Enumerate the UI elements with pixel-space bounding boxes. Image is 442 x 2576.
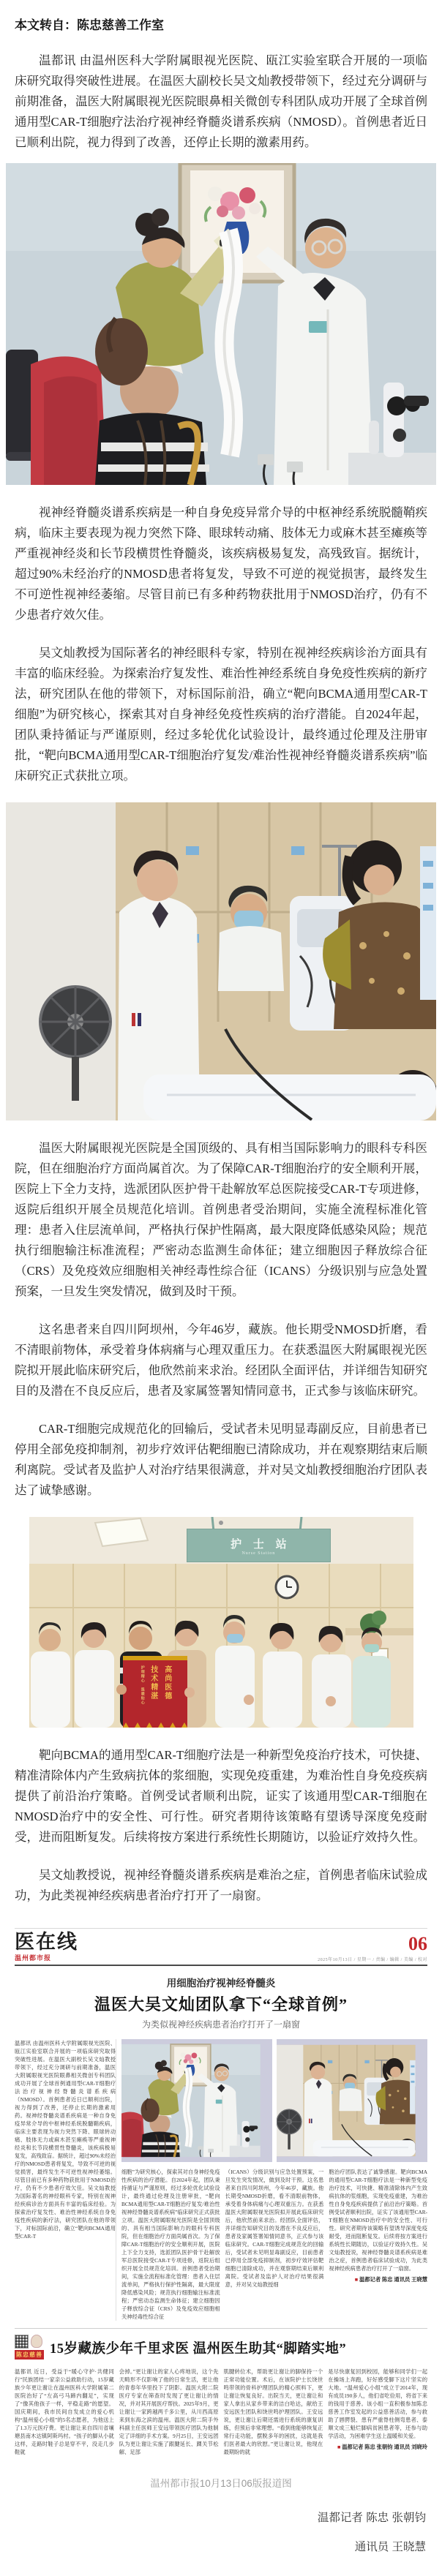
article-paragraph: 靶向BCMA的通用型CAR-T细胞疗法是一种新型免疫治疗技术，可快捷、精准清除体内产生致病抗体的浆细胞，实现免疫重建，为难治性自身免疫疾病提供了前沿治疗策略。首例受试者顺利出院，证实了该通用型CAR-T细胞在NMOSD治疗中的安全性、可行性。研究者期待该策略有望诱导深度免疫耐受，进而阻断复发。后续将按方案进行系统性长期随访，以验证疗效持久性。 [15, 1748, 427, 1844]
story2-column-1: 温都讯 近日，受益于“暖心守护·共健同行”民族团结一家亲公益救助行动，15岁藏族少年更让谢让在温州医科大学附属第二医院治好了“左高弓马蹄内翻足”，实现了“像其他孩子一样，平稳走路”的愿望。国庆期间，我市民间自发成立的爱心机构“温州爱心小组”的5名志愿者，为他送上了1.3万元医疗费。更让谢让来自四川省壤塘县南木达镇阿斯玛村。“孩子的脚从小就这样，走路时鞋子总是穿不平，没走几步鞋就 [15, 2368, 114, 2455]
article-paragraph: 吴文灿教授为国际著名的神经眼科专家，特别在视神经疾病诊治方面具有丰富的临床经验。为探索治疗复发性、难治性神经系统自身免疫性疾病的新疗法，研究团队在他的带领下，对标国际前沿，确立“靶向BCMA通用型CAR-T细胞”为研究核心，探索其对自身神经免疫性疾病的治疗潜能。自2024年起，团队秉持循证与严谨原则，经过多轮优化试验设计，最终通过伦理及注册审批，“靶向BCMA通用型CAR-T细胞治疗复发/难治性视神经脊髓炎谱系疾病”临床研究正式获批立项。 [15, 646, 427, 783]
story1-column-1: 温都讯 由温州医科大学附属眼视光医院、瓯江实验室联合开展的一项临床研究取得突破性进展。在温医大副校长吴文灿教授带领下，经过充分调研与前期准备，温医大附属眼视光医院眼鼻相关微创专科团队成功开展了全球首例通用型CAR-T细胞疗法治疗视神经脊髓炎谱系疾病（NMOSD）。首例患者近日已顺利出院，视力得到了改善，还停止长期的激素用药。视神经脊髓炎谱系疾病是一种自身免疫异常介导的中枢神经系统脱髓鞘疾病，临床主要表现为视力突然下降、眼球转动痛、肢体无力或麻木甚至瘫痪等严重视神经炎和长节段横贯性脊髓炎，该疾病极易复发，高残致盲。据统计，超过90%未经治疗的NMOSD患者将复发，导致不可逆的视觉损害，最终发生不可逆性视神经萎缩。尽管目前已有多种药物获批用于NMOSD治疗，仍有不少患者疗效欠佳。吴文灿教授为国际著名的神经眼科专家，特别在视神经疾病诊治方面具有丰富的临床经验。为探索治疗复发性、难治性神经系统自身免疫性疾病的新疗法，研究团队在他的带领下，对标国际前沿，确立“靶向BCMA通用型CAR-T [15, 2040, 116, 2240]
page-number: 06 [408, 1933, 427, 1954]
photo-team-pennant[interactable] [29, 1517, 413, 1728]
article-paragraph: CAR-T细胞完成规范化的回输后，受试者未见明显毒副反应，目前患者已停用全部免疫抑制剂，初步疗效评估靶细胞已清除成功，并在观察期结束后顺利离院。受试者及监护人对治疗结果很满意，并对吴文灿教授细胞治疗团队表达了诚挚感谢。 [15, 1422, 427, 1497]
nurse-station-sign-en: Nurse Station [241, 1551, 276, 1556]
story2 [15, 2328, 427, 2456]
pennant-text-col2: 技术精湛 [149, 1665, 157, 1701]
charity-logo [15, 2335, 44, 2361]
story2-column-3: 肌腱转位术，帮助更让谢让的脚保持一个正常功能位置。术后，在该院护士长饶世鸣带领的骨科护理团队的精心照料下，更让谢让恢复良好。出院当天，更让谢让和家人拿出从家乡带来的洁白哈达，献给王安远医生团队和饶世鸣护理团队。王安远说，更让谢让后期还需进行系统的康复训练，但预后非常理想。“看到他能够恢复正常行走功能，摆脱多年的困扰，这就是我们医者最大的欣慰。”更让谢让说，他现在最期盼的就 [223, 2368, 323, 2455]
charity-logo-banner: 陈忠慈善 [16, 2351, 42, 2358]
story2-byline [328, 2443, 427, 2451]
byline-marker-icon: ■ [337, 2444, 341, 2450]
story2-headline: 15岁藏族少年千里求医 温州医生助其“脚踏实地” [50, 2342, 347, 2357]
story1-headline: 温医大吴文灿团队拿下“全球首例” [94, 1995, 348, 2014]
story1-kicker: 用细胞治疗视神经脊髓炎 [166, 1978, 276, 1989]
story2-header [15, 2335, 427, 2361]
paper-photo-khata [121, 2039, 272, 2162]
story1-column-4-text: 胞治疗团队表达了诚挚感谢。靶向BCMA的通用型CAR-T细胞疗法是一种新型免疫治疗技术，可快捷、精准清除体内产生致病抗体的浆细胞，实现免疫重建，为难治性自身免疫疾病提供了前沿治疗策略。首例受试者顺利出院，证实了该通用型CAR-T细胞在NMOSD治疗中的安全性、可行性。研究者期待该策略有望诱导深度免疫耐受，进而阻断复发。后续将按方案进行系统性长期随访，以验证疗效持久性。吴文灿教授说，视神经脊髓炎谱系疾病是难治之症，首例患者临床试验成功，为此类视神经疾病患者治疗打开了一扇窗。 [329, 2169, 428, 2272]
story1-byline-text: 温都记者 陈忠 通讯员 王晓慧 [359, 2276, 428, 2283]
photo-exam-room[interactable] [6, 802, 436, 1121]
article-paragraph: 视神经脊髓炎谱系疾病是一种自身免疫异常介导的中枢神经系统脱髓鞘疾病，临床主要表现为视力突然下降、眼球转动痛、肢体无力或麻木甚至瘫痪等严重视神经炎和长节段横贯性脊髓炎，该疾病极易复发，高残致盲。据统计，超过90%未经治疗的NMOSD患者将复发，导致不可逆的视觉损害，最终发生不可逆性视神经萎缩。尽管目前已有多种药物获批用于NMOSD治疗，仍有不少患者疗效欠佳。 [15, 505, 427, 622]
pennant [124, 1662, 187, 1725]
pennant-text-small: 护理精心 温暖贴心 [140, 1665, 144, 1705]
story1-header [15, 1975, 427, 2030]
story2-column-4-text: 是尽快康复回到校园，能够和同学们一起在操场上奔跑，好好感受脚下这片坚实的大地。“温州爱心小组”成立于2014年，现有成员190多人，他们省吃俭用，将省下来的钱用于慈善。该小组一直积极参加陈忠慈善工作室发起的公益慈善活动，参与救助了唇腭裂、患有严重脊柱侧弯患者、泰顺文成三魁烂脚病贫困患者等，还参与助学活动，为困难学生送上温暖和关爱。 [328, 2368, 427, 2439]
story1-subhead: 为类似视神经疾病患者治疗打开了一扇窗 [141, 2019, 300, 2030]
story2-column-2: 会掉。”更让谢让的家人心疼地说，这个先天畸形不仅影响了他的日常生活，更让他的青春年华里投下了阴影。温医大附二院医疗专家在筛查时发现了更让谢让的情况，并对其开展医疗帮扶。2025年9月，更让谢让一家跨越两千多公里，从川西高原来到东海之滨的温州。温医大附二院手外科副主任医师王安远带领医疗团队为他制定了详细的手术方案。9月25日，王安远团队为更让谢让实施了跟腱延长、踝关节松解、足部 [119, 2368, 219, 2455]
article-paragraph: 这名患者来自四川阿坝州，今年46岁，藏族。他长期受NMOSD折磨，看不清眼前物体，承受着身体病痛与心理双重压力。在获悉温医大附属眼视光医院拟开展此临床研究后，他欣然前来求治。经团队全面评估，并详细告知研究目的及潜在不良反应后，患者及家属签署知情同意书，正式参与该临床研究。 [15, 1322, 427, 1398]
byline-marker-icon: ■ [354, 2276, 359, 2283]
story2-column-4 [323, 2368, 427, 2456]
footer-reporter-line: 温都记者 陈忠 张朝钧 [317, 2512, 426, 2524]
story1-byline [329, 2275, 427, 2283]
story2-byline-text: 温都记者 陈忠 张朝钧 通讯员 刘晓玲 [342, 2444, 427, 2450]
footer-correspondent-line: 通讯员 王晓慧 [354, 2541, 426, 2553]
story1-column-4 [323, 2168, 427, 2321]
masthead-brand: 温州都市报 [15, 1954, 52, 1962]
article-paragraph: 温医大附属眼视光医院是全国顶级的、具有相当国际影响力的眼科专科医院，但在细胞治疗方面尚属首次。为了保障CAR-T细胞治疗的安全顺利开展，医院上下全力支持，选派团队医护骨干赴解放军总医院接受CAR-T专项进修，返院后组织开展全员规范化培训。首例患者受治期间，实施全流程标准化管理：患者入住层流单间，严格执行保护性隔离，最大限度降低感染风险；规范执行细胞输注标准流程；严密动态监测生命体征；建立细胞因子释放综合征（CRS）及免疫效应细胞相关神经毒性综合征（ICANS）分级识别与应急处置预案，一旦发生突发情况，做到及时干预。 [15, 1141, 427, 1298]
source-attribution: 本文转自：陈忠慈善工作室 [15, 18, 164, 32]
article-paragraph: 吴文灿教授说，视神经脊髓炎谱系疾病是难治之症，首例患者临床试验成功，为此类视神经疾病患者治疗打开了一扇窗。 [15, 1868, 427, 1902]
story1-column-3: （ICANS）分级识别与应急处置预案，一旦发生突发情况，做到及时干预。这名患者来自四川阿坝州，今年46岁，藏族。他长期受NMOSD折磨，看不清眼前物体，承受着身体病痛与心理双重压力。在获悉温医大附属眼视光医院拟开展此临床研究后，他欣然前来求治。经团队全面评估，并详细告知研究目的及潜在不良反应后，患者及家属签署知情同意书，正式参与该临床研究。CAR-T细胞完成规范化的回输后，受试者未见明显毒副反应，目前患者已停用全部免疫抑制剂，初步疗效评估靶细胞已清除成功，并在观察期结束后顺利离院。受试者及监护人对治疗结果很满意，并对吴文灿教授细 [225, 2169, 324, 2288]
story1-column-2: 细胞”为研究核心，探索其对自身神经免疫性疾病的治疗潜能。自2024年起，团队秉持循证与严谨原则，经过多轮优化试验设计，最终通过伦理及注册审批，“靶向BCMA通用型CAR-T细胞治疗复发/难治性视神经脊髓炎谱系疾病”临床研究正式获批立项。温医大附属眼视光医院是全国顶级的、具有相当国际影响力的眼科专科医院，但在细胞治疗方面尚属首次。为了保障CAR-T细胞治疗的安全顺利开展，医院上下全力支持，选派团队医护骨干赴解放军总医院接受CAR-T专项进修，返院后组织开展全员规范化培训。首例患者受治期间，实施全流程标准化管理：患者入住层流单间，严格执行保护性隔离，最大限度降低感染风险；规范执行细胞输注标准流程；严密动态监测生命体征；建立细胞因子释放综合征（CRS）及免疫效应细胞相关神经毒性综合征 [121, 2169, 220, 2320]
person-figure-icon [31, 2335, 42, 2348]
masthead-dateline: 2025年10月13日 / 星期一 / 责编 / 编辑 / 美编 / 校对 [318, 1958, 427, 1962]
article-paragraph: 温都讯 由温州医科大学附属眼视光医院、瓯江实验室联合开展的一项临床研究取得突破性进展。在温医大副校长吴文灿教授带领下，经过充分调研与前期准备，温医大附属眼视光医院眼鼻相关微创专科团队成功开展了全球首例通用型CAR-T细胞疗法治疗视神经脊髓炎谱系疾病（NMOSD）。首例患者近日已顺利出院，视力得到了改善，还停止长期的激素用药。 [15, 53, 427, 149]
pennant-text-col1: 高尚医德 [162, 1665, 171, 1701]
nurse-station-sign-cn: 护 士 站 [231, 1538, 291, 1551]
masthead-title: 医在线 [15, 1931, 78, 1953]
qr-code-icon [15, 2335, 29, 2349]
newspaper-clipping-image[interactable] [15, 1928, 427, 2456]
paper-photo-exam [277, 2039, 427, 2162]
photo-khata-presentation[interactable] [6, 163, 436, 485]
page-caption: 温州都市报10月13日06版报道图 [150, 2478, 292, 2489]
story1-body [15, 2039, 427, 2321]
nurse-station-sign [187, 1529, 330, 1563]
newspaper-masthead [15, 1932, 427, 1966]
story2-body [15, 2368, 427, 2456]
